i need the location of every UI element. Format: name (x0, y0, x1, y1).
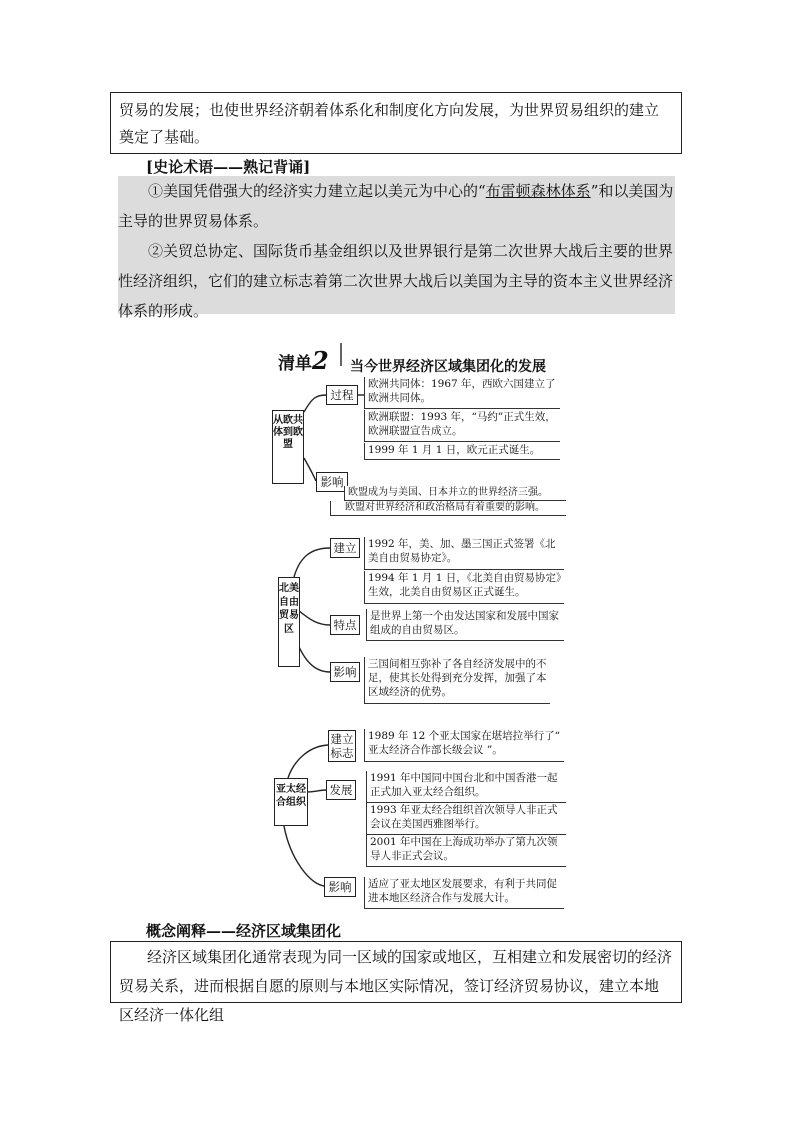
eu-impact-tag: 影响 (316, 472, 348, 492)
nafta-build-tag: 建立 (330, 538, 360, 558)
nafta-feature-tag: 特点 (330, 615, 360, 635)
eu-root-node: 从欧共体到欧盟 (272, 410, 304, 484)
shilun-point-2: ②关贸总协定、国际货币基金组织以及世界银行是第二次世界大战后主要的世界性经济组织，它们的建立标志着第二次世界大战后以美国为主导的资本主义世界经济体系的形成。 (118, 242, 674, 320)
eu-process-3: 1999 年 1 月 1 日，欧元正式诞生。 (364, 443, 560, 460)
apec-dev-3: 2001 年中国在上海成功举办了第九次领导人非正式会议。 (366, 835, 566, 867)
shilun-point-1: ①美国凭借强大的经济实力建立起以美元为中心的“布雷顿森林体系”和以美国为主导的世界贸易体系。 (118, 182, 674, 230)
list-subtitle: 当今世界经济区域集团化的发展 (350, 359, 546, 375)
apec-dev-2: 1993 年亚太经合组织首次领导人非正式会议在美国西雅图举行。 (366, 803, 566, 835)
nafta-impact-1: 三国间相互弥补了各自经济发展中的不足，使其长处得到充分发挥，加强了本区域经济的优势。 (364, 657, 550, 704)
apec-mark-1: 1989 年 12 个亚太国家在堪培拉举行了“ 亚太经济合作部长级会议 ”。 (364, 729, 564, 762)
list-title: 清单2 (278, 346, 329, 375)
eu-impact-1: 欧盟成为与美国、日本并立的世界经济三强。 (344, 486, 566, 501)
apec-dev-1: 1991 年中国同中国台北和中国香港一起正式加入亚太经合组织。 (366, 771, 566, 803)
eu-process-tag: 过程 (326, 385, 358, 405)
apec-dev-tag: 发展 (326, 780, 356, 800)
apec-impact-tag: 影响 (324, 877, 356, 897)
apec-impact-1: 适应了亚太地区发展要求，有利于共同促进本地区经济合作与发展大计。 (364, 877, 564, 909)
apec-mark-tag: 建立标志 (328, 730, 356, 762)
nafta-build-2: 1994 年 1 月 1 日，《北美自由贸易协定》生效，北美自由贸易区正式诞生。 (364, 571, 564, 604)
bretton-woods-term: 布雷顿森林体系 (485, 182, 591, 200)
eu-process-1: 欧洲共同体：1967 年，西欧六国建立了欧洲共同体。 (364, 377, 560, 409)
nafta-build-1: 1992 年，美、加、墨三国正式签署《北美自由贸易协定》。 (364, 537, 564, 570)
nafta-root-node: 北美自由贸易区 (278, 577, 300, 667)
concept-heading: 概念阐释——经济区域集团化 (146, 922, 342, 940)
concept-box (110, 941, 682, 1024)
shilun-heading: [史论术语——熟记背诵] (146, 158, 311, 176)
eu-process-2: 欧洲联盟：1993 年，“马约”正式生效，欧洲联盟宣告成立。 (364, 410, 560, 442)
intro-text: 贸易的发展；也使世界经济朝着体系化和制度化方向发展，为世界贸易组织的建立奠定了基础。 (119, 101, 660, 146)
nafta-feature-1: 是世界上第一个由发达国家和发展中国家组成的自由贸易区。 (366, 609, 564, 641)
eu-impact-2: 欧盟对世界经济和政治格局有着重要的影响。 (330, 501, 566, 516)
nafta-impact-tag: 影响 (330, 662, 360, 682)
apec-root-node: 亚太经合组织 (274, 778, 308, 826)
concept-text: 经济区域集团化通常表现为同一区域的国家或地区，互相建立和发展密切的经济贸易关系，进而根据自愿的原则与本地区实际情况，签订经济贸易协议，建立本地区经济一体化组 (119, 948, 673, 1024)
